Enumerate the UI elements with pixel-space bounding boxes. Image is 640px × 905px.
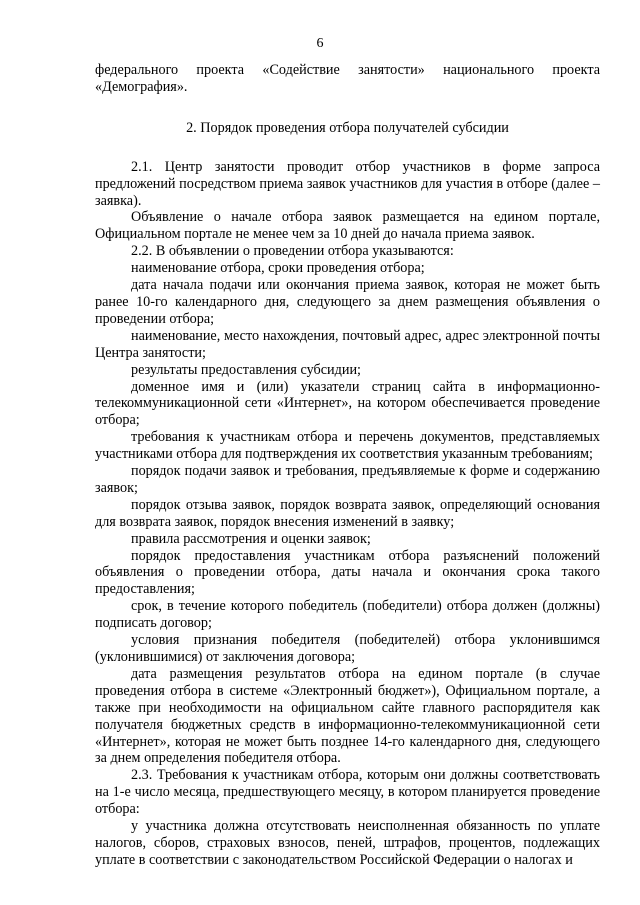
text-line: правила рассмотрения и оценки заявок; (131, 530, 371, 547)
section-heading: 2. Порядок проведения отбора получателей субсидии (186, 119, 509, 136)
text-line: объявления о проведении отбора, даты начала и окончания срока такого (95, 564, 600, 581)
text-line: предоставления; (95, 581, 195, 598)
text-line: заявок; (95, 479, 138, 496)
text-line: 2.2. В объявлении о проведении отбора указываются: (131, 243, 454, 260)
intro-paragraph (95, 62, 600, 96)
text-line: дата размещения результатов отбора на едином портале (в случае (131, 665, 600, 682)
paragraph-list (95, 159, 600, 869)
text-line: срок, в течение которого победитель (победители) отбора должен (должны) (131, 598, 600, 615)
text-line: «Демография». (95, 78, 188, 95)
paragraph (95, 818, 600, 869)
text-line: порядок подачи заявок и требования, предъявляемые к форме и содержанию (131, 463, 600, 480)
text-line: проведения отбора в системе «Электронный бюджет»), Официальном портале, а (95, 682, 600, 699)
document-body (95, 62, 600, 869)
paragraph (95, 429, 600, 463)
text-line: наименование, место нахождения, почтовый адрес, адрес электронной почты (131, 327, 600, 344)
text-line: «Интернет», которая не может быть позднее 14-го календарного дня, следующего (95, 733, 600, 750)
text-line: федерального проекта «Содействие занятости» национального проекта (95, 62, 600, 78)
text-line: проведении отбора; (95, 310, 215, 327)
paragraph (95, 379, 600, 430)
text-line: у участника должна отсутствовать неисполненная обязанность по уплате (131, 818, 600, 835)
text-line: 2.3. Требования к участникам отбора, которым они должны соответствовать (131, 767, 600, 784)
text-line: Официальном портале не менее чем за 10 дней до начала приема заявок. (95, 226, 535, 243)
text-line: ранее 10-го календарного дня, следующего за днем размещения объявления о (95, 293, 600, 310)
text-line: телекоммуникационной сети «Интернет», на котором обеспечивается проведение (95, 395, 600, 412)
text-line: условия признания победителя (победителей) отбора уклонившимся (131, 632, 600, 649)
paragraph (95, 277, 600, 328)
paragraph (95, 159, 600, 210)
paragraph (95, 666, 600, 767)
paragraph (95, 243, 600, 260)
text-line: за днем определения победителя отбора. (95, 750, 341, 767)
text-line: требования к участникам отбора и перечень документов, представляемых (131, 429, 600, 446)
paragraph (95, 598, 600, 632)
text-line: Центра занятости; (95, 344, 206, 361)
text-line: уплате в соответствии с законодательством Российской Федерации о налогах и (95, 851, 573, 868)
text-line: доменное имя и (или) указатели страниц сайта в информационно- (131, 378, 600, 395)
paragraph (95, 260, 600, 277)
text-line: 2.1. Центр занятости проводит отбор участников в форме запроса (131, 158, 600, 175)
text-line: предложений посредством приема заявок участников для участия в отборе (далее – (95, 175, 600, 192)
text-line: (уклонившимися) от заключения договора; (95, 649, 356, 665)
paragraph (95, 632, 600, 666)
text-line: подписать договор; (95, 615, 212, 632)
text-line: участниками отбора для подтверждения их соответствия указанным требованиям; (95, 446, 593, 463)
text-line: дата начала подачи или окончания приема заявок, которая не может быть (131, 277, 600, 294)
paragraph (95, 497, 600, 531)
text-line: на 1-е число месяца, предшествующего месяцу, в котором планируется проведение (95, 784, 600, 801)
text-line: отбора: (95, 801, 140, 818)
text-line: порядок отзыва заявок, порядок возврата заявок, определяющий основания (131, 496, 600, 513)
text-line: для возврата заявок, порядок внесения изменений в заявку; (95, 513, 455, 530)
paragraph (95, 463, 600, 497)
text-line: также при необходимости на официальном сайте главного распорядителя как (95, 699, 600, 716)
text-line: Объявление о начале отбора заявок размещается на едином портале, (131, 209, 600, 226)
paragraph (95, 328, 600, 362)
paragraph (95, 209, 600, 243)
paragraph (95, 548, 600, 599)
paragraph (95, 767, 600, 818)
text-line: порядок предоставления участникам отбора разъяснений положений (131, 547, 600, 564)
text-line: налогов, сборов, страховых взносов, пеней, штрафов, процентов, подлежащих (95, 834, 600, 851)
text-line: отбора; (95, 412, 140, 429)
text-line: получателя бюджетных средств в информационно-телекоммуникационной сети (95, 716, 600, 733)
paragraph (95, 531, 600, 548)
text-line: заявка). (95, 192, 142, 209)
page-number: 6 (316, 36, 324, 51)
text-line: результаты предоставления субсидии; (131, 361, 361, 378)
text-line: наименование отбора, сроки проведения отбора; (131, 260, 425, 277)
paragraph (95, 362, 600, 379)
